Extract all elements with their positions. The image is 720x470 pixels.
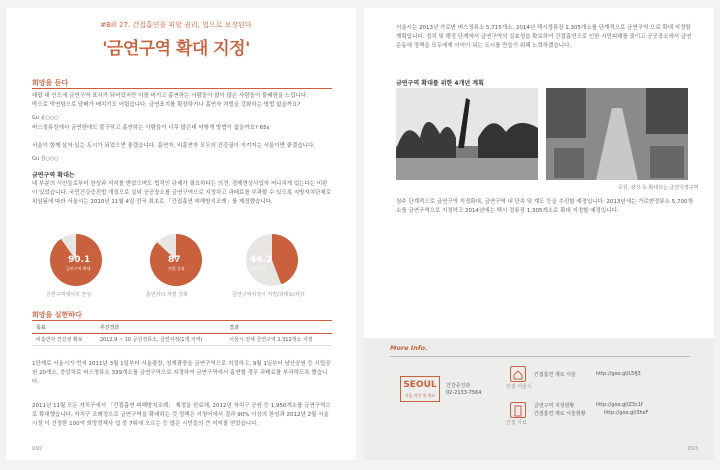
- realize-paragraph-1: 1단계로 서울시가 먼저 2011년 3월 1일부터 서울광장, 청계광장을 금연구역으로 지정하고, 9월 1일부터 남산공원 등 시립공원 20개소, 중앙차로 버스정류소 339개소를 금연구역으로 지정하여 금연구역에서 흡연할 경우 과태료를 부과하도록 했습니다.: [32, 361, 331, 385]
- department-phone: 02-2133-7564: [446, 390, 482, 396]
- right-page: [364, 8, 714, 460]
- left-page: [6, 8, 356, 460]
- home-icon: [510, 366, 526, 382]
- link2-caption: 간접 자료: [506, 420, 527, 426]
- table-cell: 비흡연자 건강권 확보: [32, 334, 96, 346]
- table-header-progress: 추진경과: [96, 322, 225, 334]
- pie-3-label: 금연구역지정시 처벌/과태료(사)?: [232, 292, 305, 298]
- photo-plaza-svg: [546, 88, 688, 180]
- citizen-quote-2: 버스정류장에서 금연한데도 불구하고 흡연하는 사람들이 너무 많은데 어떻게 방법이 없을까요? 65s: [32, 125, 270, 131]
- pie-chart-2: [146, 230, 206, 294]
- quote-source-1: Gu 윤○○○: [32, 115, 59, 121]
- pie-2-inner: 처벌 강화: [168, 266, 185, 271]
- citizen-quote-3: 서울이 함께 살자 있는 도시가 되었으면 좋겠습니다. 흡연자, 비흡연자 모두의 건강권이 지켜지는 서울이면 좋겠습니다.: [32, 143, 316, 149]
- photo-park-svg: [396, 88, 538, 180]
- page-number-left: 092: [32, 446, 43, 452]
- pie-2-svg: [146, 230, 206, 290]
- department-name: 건강증진과: [446, 383, 471, 389]
- quote-source-2: Gu 김○○○: [32, 156, 59, 162]
- photo-plaza: [546, 88, 688, 180]
- plan-paragraph: 청주 단계적으로 금연구역 지정확대, 금연구역 내 단속 및 계도 등을 추진할 예정입니다. 2013년에는 가로변정류소 5,700개소를 금연구역으로 지정하고 2014년에는 택시 정류장 1,305개소로 확대 지정할 예정입니다.: [396, 199, 693, 214]
- seoul-logo-sub: 서울 희망 및 완료: [404, 393, 436, 398]
- pie-2-label: 흡연자의 처벌 강화: [146, 292, 188, 298]
- page-title: '금연구역 확대 지정': [102, 39, 250, 59]
- document-icon: [510, 402, 526, 418]
- goal-table: [32, 322, 332, 346]
- expansion-body: 대 부분의 시민들로부터 찬성과 지지를 받았으며도 법적인 규제가 필요하다는 의견, 경제면상사업자 저나치게 입는다는 비판이 있었습니다. 국민건강증진법 개정으로 실외 공공장소를 금연구역으로 지정하고 과태료를 부과할 수 있도록 지방자치단체로 위임됨에 따라 서울시는 2010년 11월 4일 전국 최초로 「간접흡연 피해방지조례」를 제정했습니다.: [32, 181, 332, 205]
- pie-3-inner: 금연의지: [250, 266, 266, 271]
- table-header-result: 결과: [225, 322, 332, 334]
- page-kicker: #Bill 27. 간접흡연을 피할 권리, 법으로 보장된다: [100, 21, 252, 29]
- table-cell: 2012.9 ~ 10 공원정류소, 금연지정(1개 지역): [96, 334, 225, 346]
- photos-heading: 금연구역 확대를 위한 4개년 계획: [396, 80, 484, 87]
- pie-2-value: 87: [168, 255, 181, 265]
- photo-park: [396, 88, 538, 180]
- pie-1-svg: [46, 230, 106, 290]
- citizen-quote-1: 대답 대 인도에 금연구역 표시가 되어있지만 이를 어기고 흡연하는 사람들이 많이 많은 사람들이 불쾌함을 느낍니다.: [32, 93, 308, 99]
- link2-url[interactable]: http://goo.gl/Z3c1f: [596, 402, 643, 408]
- pie-3-svg: [242, 230, 302, 290]
- section-heading-listen: 희망을 듣다: [32, 79, 69, 87]
- more-info-rule: [390, 356, 690, 357]
- pie-1-value: 90.1: [68, 255, 91, 265]
- table-header-row: [32, 322, 332, 334]
- more-info-title: More Info.: [390, 344, 428, 352]
- section-rule: [32, 88, 332, 89]
- intro-paragraph: 서울시는 2013년 가로변 버스정류소 5,715개소, 2014년 택시정류장 1,305개소를 단계적으로 금연구역 으로 확대 지정할 계획입니다. 정치 및 행정 단계에서 금연구역의 실효성을 확보하여 간접흡연으로 인한 시민피해를 줄이고 공공장소에서 금연운동에 정책을 모두에게 이익이 되는 도시를 만들기 위해 노력하겠습니다.: [396, 25, 692, 49]
- pie-1-label: 금연구역에서의 찬성: [46, 292, 92, 298]
- section-heading-realize: 희망을 실현하다: [32, 311, 82, 319]
- table-cell: 서울시 전체 금연구역 2,312개소 지정: [225, 334, 332, 346]
- table-header-goal: 목표: [32, 322, 96, 334]
- link3-url[interactable]: http://goo.gl/3hsF: [604, 410, 649, 416]
- link1-caption: 간접 서울시: [506, 384, 532, 390]
- link1-label: 간접흡연 제로 서울: [534, 372, 576, 378]
- citizen-quote-1b: 박으로 막연함으로 담배가 배치기도 어렵습니다. 금연표지를 확장하거나 흡연자 처벌을 강화하는 방법 없을까요?: [32, 102, 301, 108]
- section-heading-expansion: 금연구역 확대는: [32, 172, 75, 179]
- realize-paragraph-2: 2011년 11월 모든 자치구에서 「간접흡연 피해방지조례」 제정을 완료해, 2012년 자치구 공원 등 1,950개소를 금연구역으로 확대했습니다. 자치구 조례정으로 금연구역을 확대하는 것 정책은 시청어에서 결과 90% 이상의 찬성과 2012년 2월 서울시청 이 선정한 100억 희망정책사 업 중 7위에 오르는 등 많은 시민들의 큰 지지를 얻었습니다.: [32, 403, 331, 427]
- table-row: [32, 334, 332, 346]
- more-info-panel: [364, 338, 714, 460]
- pie-chart-3: [242, 230, 302, 294]
- section-rule-2: [32, 320, 332, 321]
- link2-label: 금연구역 지정현황: [534, 403, 575, 409]
- page-number-right: 093: [687, 446, 698, 452]
- pie-chart-1: [46, 230, 106, 294]
- pie-1-inner: 금연구역 확대: [66, 266, 91, 271]
- link1-url[interactable]: http://goo.gl/L5fJ3: [596, 371, 641, 377]
- photo-caption: 공원, 광장 등 확대되는 금연지정구역: [618, 185, 699, 191]
- seoul-logo: [400, 376, 440, 402]
- pie-3-value: 44.2: [250, 255, 273, 265]
- seoul-logo-text: SEOUL: [403, 380, 437, 390]
- link3-label: 간접흡연 제로 서울현황: [534, 411, 586, 417]
